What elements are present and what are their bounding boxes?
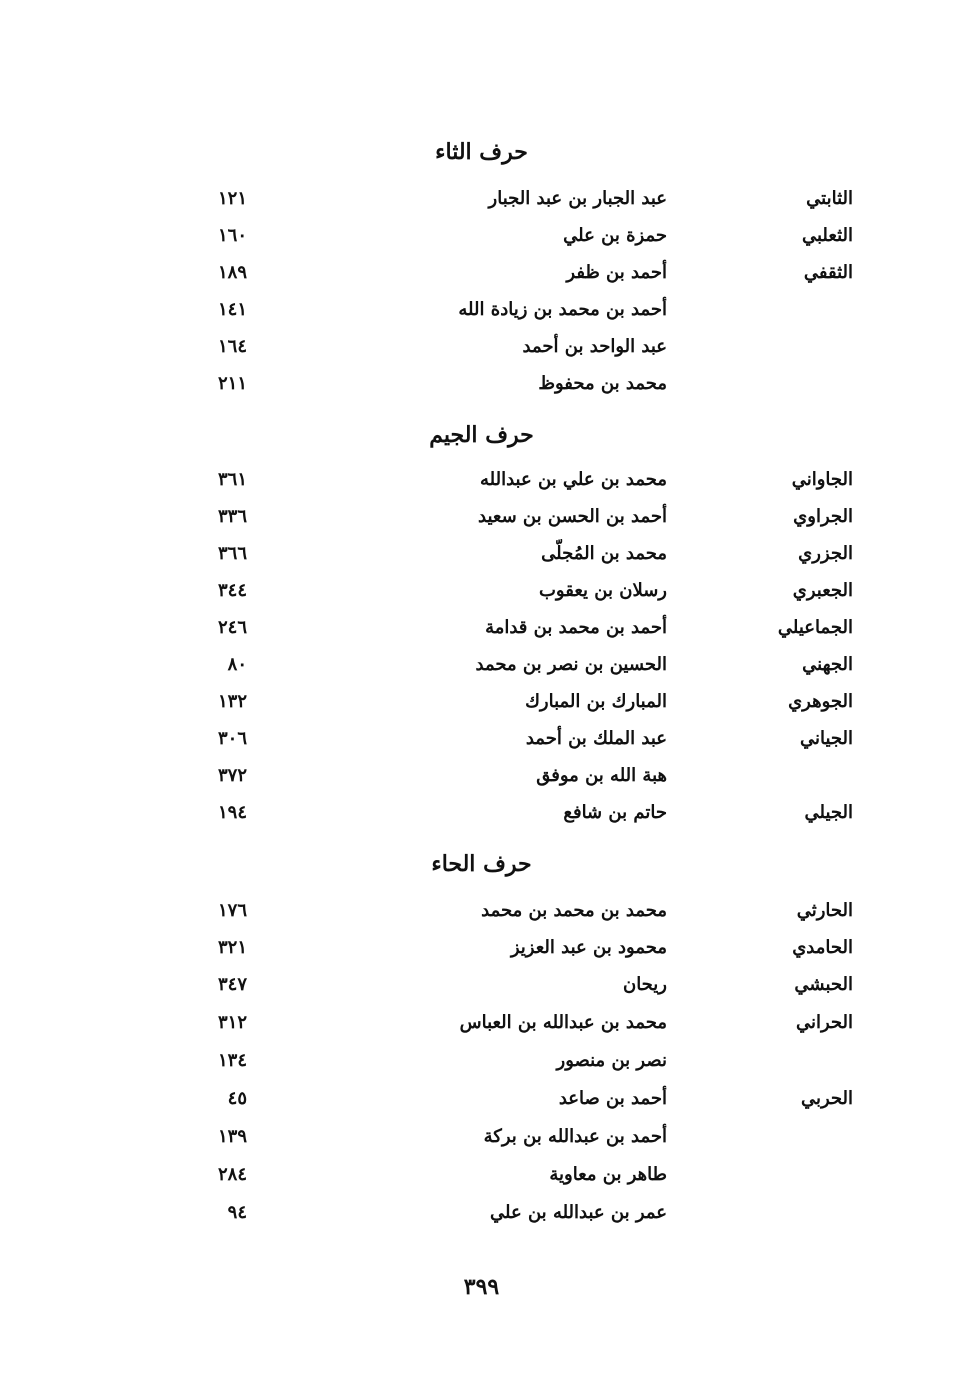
entry-page-ref: ١٩٤: [217, 802, 247, 823]
index-entry: [0, 933, 963, 963]
entry-nisba: الجيلي: [804, 802, 853, 823]
entry-page-ref: ٣٦٦: [217, 543, 247, 564]
entry-name: محمد بن علي بن عبدالله: [479, 469, 667, 490]
entry-name: الحسين بن نصر بن محمد: [475, 654, 667, 675]
entry-nisba: الثابتي: [806, 188, 853, 209]
index-entry: [0, 798, 963, 828]
entry-name: حاتم بن شافع: [563, 802, 667, 823]
entry-page-ref: ١٦٠: [217, 225, 247, 246]
index-entry: [0, 369, 963, 399]
entry-name: أحمد بن الحسن بن سعيد: [478, 506, 667, 527]
entry-nisba: الحبشي: [794, 974, 853, 995]
entry-page-ref: ٣٧٢: [217, 765, 247, 786]
entry-name: محمد بن المُجلّى: [541, 543, 667, 564]
index-entry: [0, 1008, 963, 1038]
entry-page-ref: ٢٤٦: [217, 617, 247, 638]
entry-nisba: الجماعيلي: [777, 617, 853, 638]
page-number: ٣٩٩: [463, 1274, 500, 1300]
entry-page-ref: ٢٨٤: [217, 1164, 247, 1185]
entry-name: هبة الله بن موفق: [536, 765, 667, 786]
entry-page-ref: ٨٠: [227, 654, 247, 675]
entry-name: أحمد بن عبدالله بن بركة: [483, 1126, 667, 1147]
entry-name: نصر بن منصور: [556, 1050, 667, 1071]
entry-name: المبارك بن المبارك: [525, 691, 667, 712]
entry-nisba: الثقفي: [803, 262, 853, 283]
entry-page-ref: ١٣٩: [217, 1126, 247, 1147]
entry-name: محمد بن محفوظ: [538, 373, 667, 394]
entry-page-ref: ٣٤٤: [217, 580, 247, 601]
entry-name: ريحان: [622, 974, 667, 995]
entry-name: أحمد بن ظفر: [566, 262, 667, 283]
index-entry: [0, 576, 963, 606]
entry-page-ref: ١٤١: [217, 299, 247, 320]
entry-page-ref: ٣١٢: [217, 1012, 247, 1033]
entry-nisba: الثعلبي: [802, 225, 853, 246]
entry-page-ref: ٣٠٦: [217, 728, 247, 749]
entry-name: عبد الملك بن أحمد: [525, 728, 667, 749]
entry-page-ref: ٣٦١: [217, 469, 247, 490]
section-heading-ha: حرف الحاء: [431, 851, 532, 877]
entry-page-ref: ١٢١: [217, 188, 247, 209]
entry-name: طاهر بن معاوية: [549, 1164, 667, 1185]
entry-page-ref: ١٧٦: [217, 900, 247, 921]
index-entry: [0, 258, 963, 288]
section-heading-jim: حرف الجيم: [429, 422, 534, 448]
entry-nisba: الجزري: [798, 543, 853, 564]
entry-page-ref: ٣٢١: [217, 937, 247, 958]
entry-name: محمود بن عبد العزيز: [510, 937, 667, 958]
entry-page-ref: ١٦٤: [217, 336, 247, 357]
entry-nisba: الجهني: [802, 654, 853, 675]
entry-page-ref: ١٣٤: [217, 1050, 247, 1071]
entry-name: رسلان بن يعقوب: [538, 580, 667, 601]
index-entry: [0, 687, 963, 717]
entry-nisba: الحراني: [795, 1012, 853, 1033]
entry-nisba: الجوهري: [788, 691, 853, 712]
entry-nisba: الجعبري: [792, 580, 853, 601]
index-entry: [0, 613, 963, 643]
entry-page-ref: ٩٤: [227, 1202, 247, 1223]
index-entry: [0, 724, 963, 754]
entry-name: عبد الواحد بن أحمد: [522, 336, 667, 357]
index-entry: [0, 295, 963, 325]
index-entry: [0, 1160, 963, 1190]
entry-name: محمد بن محمد بن محمد: [481, 900, 667, 921]
entry-page-ref: ٣٣٦: [217, 506, 247, 527]
index-entry: [0, 650, 963, 680]
entry-name: عبد الجبار بن عبد الجبار: [488, 188, 667, 209]
index-entry: [0, 539, 963, 569]
index-entry: [0, 332, 963, 362]
index-entry: [0, 184, 963, 214]
entry-name: محمد بن عبدالله بن العباس: [459, 1012, 667, 1033]
index-entry: [0, 1046, 963, 1076]
index-entry: [0, 1084, 963, 1114]
entry-page-ref: ٤٥: [227, 1088, 247, 1109]
entry-name: أحمد بن صاعد: [558, 1088, 667, 1109]
entry-nisba: الجياني: [799, 728, 853, 749]
entry-page-ref: ٢١١: [217, 373, 247, 394]
entry-name: أحمد بن محمد بن قدامة: [485, 617, 667, 638]
index-entry: [0, 502, 963, 532]
index-entry: [0, 1198, 963, 1228]
entry-page-ref: ٣٤٧: [217, 974, 247, 995]
index-entry: [0, 761, 963, 791]
entry-nisba: الحارثي: [796, 900, 853, 921]
entry-name: عمر بن عبدالله بن علي: [490, 1202, 667, 1223]
index-entry: [0, 970, 963, 1000]
index-entry: [0, 896, 963, 926]
entry-name: أحمد بن محمد بن زيادة الله: [458, 299, 667, 320]
entry-name: حمزة بن علي: [563, 225, 667, 246]
entry-nisba: الجاواني: [791, 469, 853, 490]
index-entry: [0, 465, 963, 495]
entry-nisba: الحربي: [800, 1088, 853, 1109]
entry-page-ref: ١٨٩: [217, 262, 247, 283]
entry-nisba: الحامدي: [792, 937, 853, 958]
index-entry: [0, 221, 963, 251]
entry-page-ref: ١٣٢: [217, 691, 247, 712]
entry-nisba: الجراوي: [793, 506, 853, 527]
index-entry: [0, 1122, 963, 1152]
section-heading-tha: حرف الثاء: [435, 139, 528, 165]
